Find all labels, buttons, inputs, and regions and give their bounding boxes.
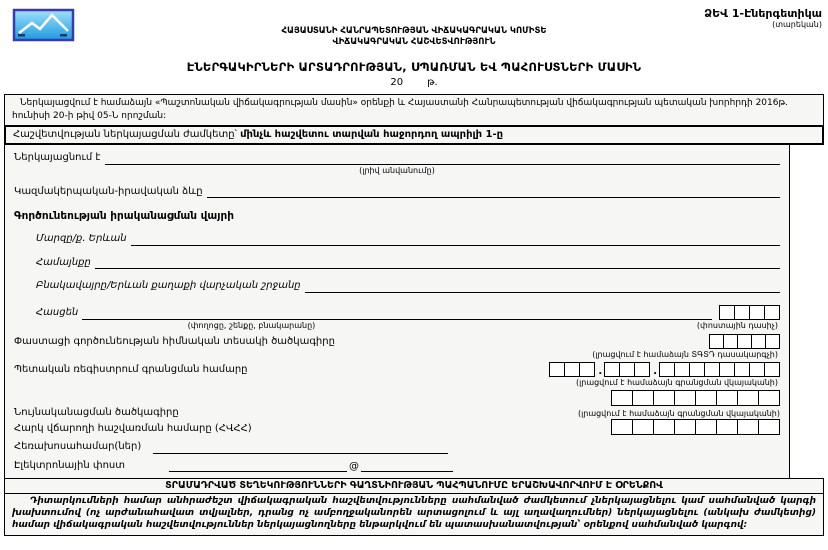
code-cell[interactable] bbox=[659, 362, 675, 377]
identification-code-hint: (լրացվում է համաձայն գրանցման վկայականի) bbox=[577, 408, 780, 418]
community-input-line[interactable] bbox=[95, 256, 780, 269]
code-cell[interactable] bbox=[764, 305, 780, 320]
code-cell[interactable] bbox=[632, 390, 654, 406]
code-cell[interactable] bbox=[737, 390, 759, 406]
code-cell[interactable] bbox=[674, 390, 696, 406]
code-cell[interactable] bbox=[611, 419, 633, 435]
code-cell[interactable] bbox=[619, 362, 635, 377]
email-input-line-domain[interactable] bbox=[361, 459, 453, 472]
postal-code-cells[interactable] bbox=[720, 305, 780, 320]
tin-row bbox=[14, 419, 780, 435]
phone-input-line[interactable] bbox=[153, 441, 448, 454]
identification-code-cells[interactable] bbox=[612, 390, 780, 406]
requisites-box bbox=[4, 144, 790, 479]
phone-label: Հեռախոսահամար(ներ) bbox=[14, 441, 142, 453]
form-code: ՁԵՎ 1-Էներգետիկա bbox=[704, 7, 822, 20]
register-number-cellgroup[interactable] bbox=[550, 362, 780, 377]
email-row bbox=[14, 459, 780, 473]
address-label: Հասցեն bbox=[36, 307, 79, 319]
code-cell[interactable] bbox=[653, 390, 675, 406]
register-number-cells-g1[interactable] bbox=[550, 362, 595, 377]
tin-cells[interactable] bbox=[612, 419, 780, 435]
presenter-label: Ներկայացնում է bbox=[14, 152, 101, 164]
code-cell[interactable] bbox=[695, 390, 717, 406]
code-cell[interactable] bbox=[632, 419, 654, 435]
code-cell[interactable] bbox=[737, 334, 752, 349]
email-input-line-local[interactable] bbox=[169, 459, 347, 472]
form-periodicity: (տարեկան) bbox=[772, 20, 822, 30]
email-at-symbol: @ bbox=[349, 461, 360, 473]
address-hints-row bbox=[14, 321, 780, 332]
code-cell[interactable] bbox=[749, 305, 765, 320]
marz-input-line[interactable] bbox=[131, 233, 780, 246]
armstat-logo-icon bbox=[12, 6, 76, 44]
tin-label: Հարկ վճարողի հաշվառման համարը (ՀՎՀՀ) bbox=[14, 422, 252, 434]
identification-label-row bbox=[14, 406, 780, 420]
presenter-row bbox=[14, 151, 780, 165]
register-separator-1: . bbox=[598, 365, 603, 377]
code-cell[interactable] bbox=[723, 334, 738, 349]
code-cell[interactable] bbox=[764, 362, 780, 377]
register-number-cells-g3[interactable] bbox=[660, 362, 780, 377]
code-cell[interactable] bbox=[674, 362, 690, 377]
code-cell[interactable] bbox=[734, 362, 750, 377]
legal-form-input-line[interactable] bbox=[207, 185, 780, 198]
presenter-input-line[interactable] bbox=[105, 152, 780, 165]
settlement-label: Բնակավայրը/Երևան քաղաքի վարչական շրջանը bbox=[36, 280, 301, 292]
code-cell[interactable] bbox=[719, 362, 735, 377]
penalty-note: Դիտարկումների համար անհրաժեշտ վիճակագրական հաշվետվությունները սահմանված ժամկետում չներկայացնելու կամ սահմանված կարգի խախտումով (ոչ արժանահավատ տվյալներ, դրանց ոչ ամբողջականորեն արտացոլում և այլ աղավաղումներ) ներկայացնելու (անկախ ժամկետից) համար վիճակագրական հաշվետվություններ ներկայացնողները ենթարկվում են պատասխանատվության՝ օրենքով սահմանված կարգով: bbox=[4, 493, 824, 536]
code-cell[interactable] bbox=[716, 390, 738, 406]
legal-form-row bbox=[14, 185, 780, 199]
legal-basis-note: Ներկայացվում է համաձայն «Պաշտոնական վիճակագրության մասին» օրենքի և Հայաստանի Հանրապետության վիճակագրության պետական խորհրդի 2016թ. հունիսի 20-ի թիվ 05-Ն որոշման: bbox=[4, 94, 824, 126]
code-cell[interactable] bbox=[653, 419, 675, 435]
register-number-cells-g2[interactable] bbox=[605, 362, 650, 377]
marz-label: Մարզը/ք. Երևան bbox=[36, 233, 127, 245]
chart-zigzag-icon bbox=[12, 6, 76, 44]
form-header bbox=[4, 3, 824, 53]
activity-code-label: Փաստացի գործունեության հիմնական տեսակի ծածկագիրը bbox=[14, 336, 335, 348]
activity-code-row bbox=[14, 334, 780, 349]
confidentiality-banner: ՏՐԱՄԱԴՐՎԱԾ ՏԵՂԵԿՈՒԹՅՈՒՆՆԵՐԻ ԳԱՂՏՆԻՈՒԹՅԱՆ ՊԱՀՊԱՆՈՒՄԸ ԵՐԱՇԽԱՎՈՐՎՈՒՄ Է ՕՐԵՆՔՈՎ bbox=[4, 478, 824, 494]
code-cell[interactable] bbox=[564, 362, 580, 377]
register-separator-2: . bbox=[653, 365, 657, 377]
code-cell[interactable] bbox=[604, 362, 620, 377]
address-input-line[interactable] bbox=[82, 307, 712, 320]
report-type: ՎԻՃԱԿԱԳՐԱԿԱՆ ՀԱՇՎԵՏՎՈՒԹՅՈՒՆ bbox=[332, 37, 496, 48]
identification-code-label: Նույնականացման ծածկագիրը bbox=[14, 406, 179, 418]
code-cell[interactable] bbox=[758, 419, 780, 435]
marz-row bbox=[36, 232, 780, 246]
activity-code-cells[interactable] bbox=[710, 334, 780, 349]
community-label: Համայնքը bbox=[36, 256, 91, 268]
code-cell[interactable] bbox=[611, 390, 633, 406]
code-cell[interactable] bbox=[704, 362, 720, 377]
presenter-hint: (լրիվ անվանումը) bbox=[359, 165, 435, 175]
code-cell[interactable] bbox=[749, 362, 765, 377]
code-cell[interactable] bbox=[716, 419, 738, 435]
settlement-input-line[interactable] bbox=[305, 280, 780, 293]
activity-code-hint: (լրացվում է համաձայն ՏԳՏԴ դասակարգչի) bbox=[592, 349, 778, 359]
postal-code-hint: (փոստային դասիչ) bbox=[696, 320, 778, 330]
address-row bbox=[36, 305, 780, 320]
deadline-label: Հաշվետվության ներկայացման ժամկետը՝ bbox=[13, 129, 237, 141]
location-heading: Գործունեության իրականացման վայրի bbox=[14, 210, 234, 223]
address-hint: (փողոցը, շենքը, բնակարանը) bbox=[187, 320, 316, 330]
code-cell[interactable] bbox=[549, 362, 565, 377]
code-cell[interactable] bbox=[758, 390, 780, 406]
deadline-value: մինչև հաշվետու տարվան հաջորդող ապրիլի 1-ը bbox=[240, 129, 504, 141]
register-number-label: Պետական ռեգիստրում գրանցման համարը bbox=[14, 364, 248, 376]
code-cell[interactable] bbox=[579, 362, 595, 377]
code-cell[interactable] bbox=[709, 334, 724, 349]
email-label: Էլեկտրոնային փոստ bbox=[14, 459, 126, 471]
register-number-hint: (լրացվում է համաձայն գրանցման վկայականի) bbox=[575, 377, 778, 387]
code-cell[interactable] bbox=[634, 362, 650, 377]
code-cell[interactable] bbox=[765, 334, 780, 349]
code-cell[interactable] bbox=[734, 305, 750, 320]
report-title: ԷՆԵՐԳԱԿԻՐՆԵՐԻ ԱՐՏԱԴՐՈՒԹՅԱՆ, ՍՊԱՌՄԱՆ ԵՎ ՊԱՀՈՒՍՏՆԵՐԻ ՄԱՍԻՆ bbox=[186, 60, 642, 74]
year-suffix: թ. bbox=[427, 77, 438, 88]
register-number-row bbox=[14, 362, 780, 377]
code-cell[interactable] bbox=[719, 305, 735, 320]
code-cell[interactable] bbox=[737, 419, 759, 435]
identification-cells-row bbox=[14, 390, 780, 406]
year-prefix: 20 bbox=[390, 77, 404, 88]
code-cell[interactable] bbox=[751, 334, 766, 349]
legal-form-label: Կազմակերպական-իրավական ձևը bbox=[14, 185, 203, 197]
code-cell[interactable] bbox=[674, 419, 696, 435]
code-cell[interactable] bbox=[689, 362, 705, 377]
community-row bbox=[36, 256, 780, 270]
committee-name: ՀԱՅԱՍՏԱՆԻ ՀԱՆՐԱՊԵՏՈՒԹՅԱՆ ՎԻՃԱԿԱԳՐԱԿԱՆ ԿՈՄԻՏԵ bbox=[281, 26, 547, 36]
phone-row bbox=[14, 440, 780, 454]
settlement-row bbox=[36, 279, 780, 293]
deadline-row bbox=[4, 125, 824, 145]
code-cell[interactable] bbox=[695, 419, 717, 435]
report-year-line bbox=[4, 77, 824, 88]
